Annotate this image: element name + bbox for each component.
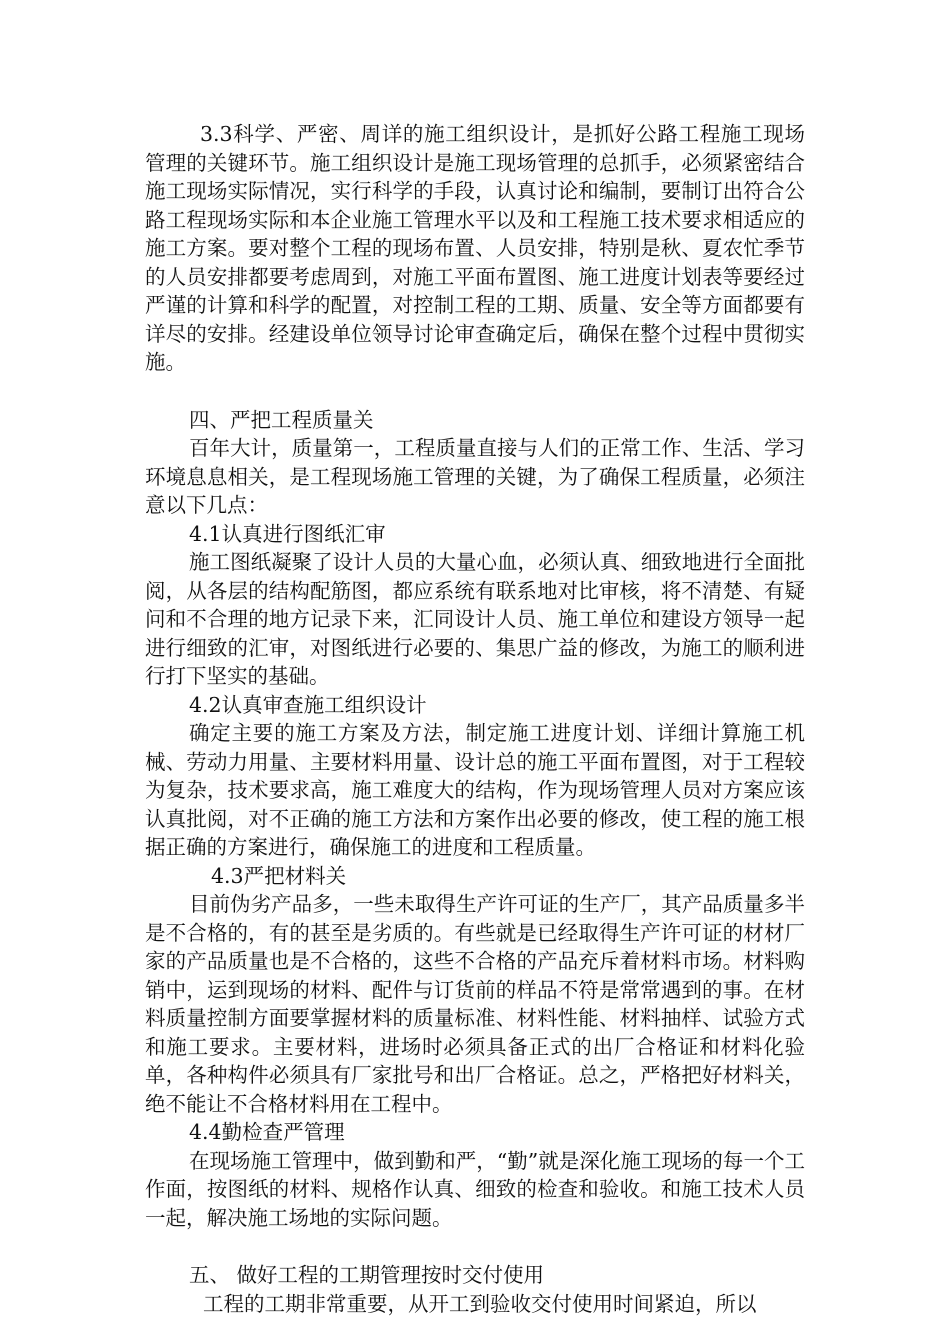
subsection-4-4-body: 在现场施工管理中，做到勤和严，“勤”就是深化施工现场的每一个工作面，按图纸的材料、规格作认真、细致的检查和验收。和施工技术人员一起，解决施工场地的实际问题。 [145,1148,805,1230]
section-5-body: 工程的工期非常重要，从开工到验收交付使用时间紧迫，所以 [203,1291,757,1316]
subsection-4-1-heading: 4.1认真进行图纸汇审 [189,521,386,546]
paragraph-3-3: 3.3科学、严密、周详的施工组织设计，是抓好公路工程施工现场管理的关键环节。施工组织设计是施工现场管理的总抓手，必须紧密结合施工现场实际情况，实行科学的手段，认真讨论和编制，要制订出符合公路工程现场实际和本企业施工管理水平以及和工程施工技术要求相适应的施工方案。要对整个工程的现场布置、人员安排，特别是秋、夏农忙季节的人员安排都要考虑周到，对施工平面布置图、施工进度计划表等要经过严谨的计算和科学的配置，对控制工程的工期、质量、安全等方面都要有详尽的安排。经建设单位领导讨论审查确定后，确保在整个过程中贯彻实施。 [145,122,805,374]
section-4-heading: 四、严把工程质量关 [189,407,374,432]
subsection-4-1-body: 施工图纸凝聚了设计人员的大量心血，必须认真、细致地进行全面批阅，从各层的结构配筋图，都应系统有联系地对比审核，将不清楚、有疑问和不合理的地方记录下来，汇同设计人员、施工单位和建设方领导一起进行细致的汇审，对图纸进行必要的、集思广益的修改，为施工的顺利进行打下坚实的基础。 [145,550,805,688]
subsection-4-2-body: 确定主要的施工方案及方法，制定施工进度计划、详细计算施工机械、劳动力用量、主要材料用量、设计总的施工平面布置图，对于工程较为复杂，技术要求高，施工难度大的结构，作为现场管理人员对方案应该认真批阅，对不正确的施工方法和方案作出必要的修改，使工程的施工根据正确的方案进行，确保施工的进度和工程质量。 [145,721,805,859]
section-5-heading: 五、 做好工程的工期管理按时交付使用 [189,1263,545,1287]
document-body [145,120,805,1318]
subsection-4-3-heading: 4.3严把材料关 [211,863,347,888]
subsection-4-3-body: 目前伪劣产品多，一些未取得生产许可证的生产厂，其产品质量多半是不合格的，有的甚至是劣质的。有些就是已经取得生产许可证的材材厂家的产品质量也是不合格的，这些不合格的产品充斥着材料市场。材料购销中，运到现场的材料、配件与订货前的样品不符是常常遇到的事。在材料质量控制方面要掌握材料的质量标准、材料性能、材料抽样、试验方式和施工要求。主要材料，进场时必须具备正式的出厂合格证和材料化验单，各种构件必须具有厂家批号和出厂合格证。总之，严格把好材料关，绝不能让不合格材料用在工程中。 [145,892,805,1116]
subsection-4-2-heading: 4.2认真审查施工组织设计 [189,692,427,717]
subsection-4-4-heading: 4.4勤检查严管理 [189,1120,345,1144]
section-4-intro: 百年大计，质量第一，工程质量直接与人们的正常工作、生活、学习环境息息相关，是工程现场施工管理的关键，为了确保工程质量，必须注意以下几点： [145,436,805,517]
